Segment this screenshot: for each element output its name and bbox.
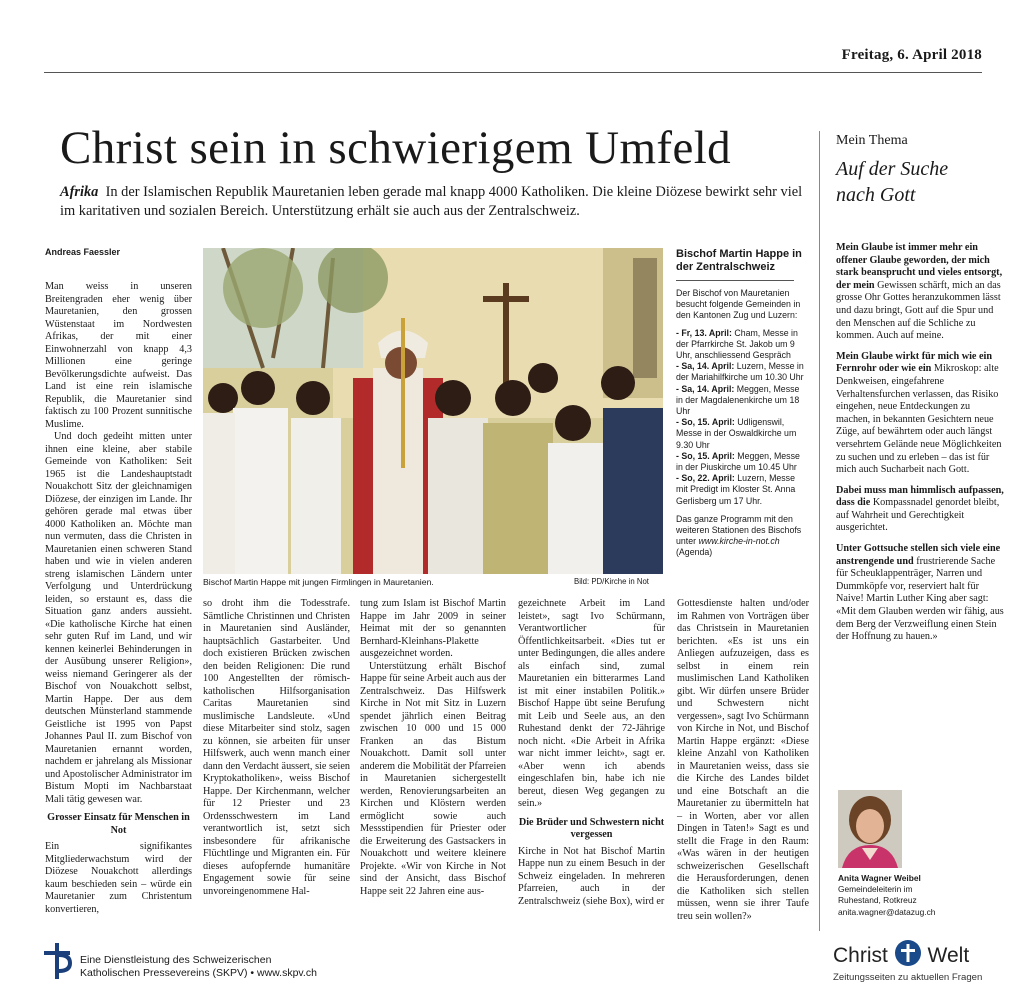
article-column-3 [360,598,506,898]
lead [60,183,810,221]
firmlinge-photo [203,248,663,574]
paragraph: Unterstützung erhält Bischof Happe für seine Arbeit auch aus der Zentralschweiz. Das Hilfswerk Kirche in Not mit Sitz in Luzern spendet jährlich einen Beitrag zwischen 10 000 und 15 000 Franken an das Bistum Nouakchott. Damit soll unter anderem die Mobilität der Pfarreien in Mauretanien sichergestellt werden, Renovierungsarbeiten an Kirchen und Klöstern werden ermöglicht sowie auch Messstipendien für Priester oder die Erweiterung des Gastsackers in Nouakchott und weitere kleinere Projekte. «Wir von Kirche in Not sind der Ansicht, dass Bischof Happe seit 22 Jahren eine aus- [360,660,506,897]
kicker: Afrika [60,184,99,200]
brand-right: Welt [927,944,970,967]
sidebar-label: Mein Thema [836,133,908,148]
photo-caption: Bischof Martin Happe mit jungen Firmlingen in Mauretanien. [203,577,434,587]
box-outro: Das ganze Programm mit den weiteren Stationen des Bischofs unter www.kirche-in-not.ch (Agenda) [676,513,802,558]
paragraph: Ein signifikantes Mitgliederwachstum wird der Diözese Nouakchott allerdings kaum beschieden sein – würde ein Mauretanier zum Christentum konvertieren, [45,841,192,915]
sidebar-paragraph: Mein Glaube wirkt für mich wie ein Fernrohr oder wie ein Mikroskop: alte Denkweisen, eingefahrene Verhaltensfurchen verlassen, das Risiko eingehen, neue Entdeckungen zu machen, in bekannten Gesichtern neue Züge, auf bewährtem oder auch längst versehrtem Gelände neue Möglichkeiten zu suchen und zu erleben – das ist für mich auch Sucharbeit nach Gott. [836,350,1002,476]
author-email[interactable]: anita.wagner@datazug.ch [838,906,936,917]
box-event: - Sa, 14. April: Meggen, Messe in der Magdalenenkirche um 18 Uhr [676,383,800,417]
brand-tagline: Zeitungsseiten zu aktuellen Fragen [833,972,983,983]
top-rule [44,72,982,73]
paragraph: Man weiss in unseren Breitengraden eher wenig über Mauretanien, den grossen Wüstenstaat im Nordwesten Afrikas, der mit einer Einwohnerzahl von knapp 4,3 Millionen eine geringe Bevölkerungsdichte aufweist. Das Land ist eine rein islamische Republik, die Mauretanier sind faktisch zu 100 Prozent sunnitische Muslime. [45,281,192,430]
author: Andreas Faessler [45,247,121,257]
brand-logo [833,940,985,970]
sidebar-paragraph: Dabei muss man himmlisch aufpassen, dass die Kompassnadel genordet bleibt, auf Wahrheit und Gerechtigkeit ausgerichtet. [836,484,1004,534]
paragraph: Gottesdienste halten und/oder im Rahmen von Vorträgen über das Christsein in Mauretanien berichten. «Es ist uns ein Anliegen aufzuzeigen, dass es selbst in einem rein muslimischen Land Katholiken gibt. Wir dürfen unsere Brüder und Schwestern nicht vergessen», sagt Ivo Schürmann von Kirche in Not, und Bischof Martin Happe ergänzt: «Diese kleine Anzahl von Katholiken in Mauretanien weiss, dass sie die Kirche des Landes bildet und eine Botschaft an die Mauretanier zu übermitteln hat – in Worten, aber vor allen Dingen in Taten!» Sagt es und stellt die Frage in den Raum: «Was wären in der heutigen schweizerischen Gesellschaft die Herausforderungen, denen die Katholiken sich stellen müssen, wenn sie ihrer Taufe treu sein wollen?» [677,598,809,922]
box-event: - So, 15. April: Udligenswil, Messe in der Oswaldkirche um 9.30 Uhr [676,417,797,450]
issue-date: Freitag, 6. April 2018 [841,47,982,63]
box-rule [676,280,794,281]
skpv-logo-icon [42,943,72,979]
headline: Christ sein in schwierigem Umfeld [60,122,732,174]
footer-service: Eine Dienstleistung des Schweizerischen Katholischen Pressevereins (SKPV) • www.skpv.ch [80,954,317,979]
photo-credit: Bild: PD/Kirche in Not [574,577,649,586]
brand-left: Christ [833,944,888,967]
article-column-4 [518,598,665,908]
author-name: Anita Wagner Weibel [838,873,921,883]
author-info: Anita Wagner Weibel Gemeindeleiterin im Ruhestand, Rotkreuz anita.wagner@datazug.ch [838,873,936,917]
paragraph: gezeichnete Arbeit im Land leistet», sagt Ivo Schürmann, Verantwortlicher für Öffentlichkeitsarbeit. «Dies tut er unter Bedingungen, die alles andere als einfach sind, zumal Mauretanien ein bitterarmes Land ist mit einer instabilen Politik.» Bischof Happe übt seine Berufung mit Leib und Seele aus, an den Ruhestand denkt der 72-Jährige noch nicht. «Die Arbeit in Afrika war nicht immer leicht», sagt er. «Aber wenn ich abends eingeschlafen bin, habe ich nie bereut, diesen Weg gegangen zu sein.» [518,598,665,809]
box-link[interactable]: www.kirche-in-not.ch [698,536,780,547]
box-event: - So, 22. April: Luzern, Messe mit Predigt im Kloster St. Anna Gerlisberg um 17 Uhr. [676,473,796,506]
box-event: - Fr, 13. April: Cham, Messe in der Pfarrkirche St. Jakob um 9 Uhr, anschliessend Gespräch [676,327,798,361]
sidebar [836,131,1006,652]
sidebar-title: Auf der Suche nach Gott [836,158,949,206]
article-column-1 [45,281,192,916]
paragraph: so droht ihm die Todesstrafe. Sämtliche Christinnen und Christen in Mauretanien sind Ausländer, hauptsächlich Gastarbeiter. Und doch existieren Brücken zwischen den beiden Religionen: Die rund 100 Angestellten der römisch-katholischen Hilfsorganisation Caritas Mauretanien sind muslimische Landsleute. «Und diese Mitarbeiter sind stolz, sagen zu können, sie arbeiten für unser Hilfswerk, auch wenn manch einer dann den Verdacht äussert, sie seien Kryptokatholiken», weiss Bischof Happe. Der Kirchenmann, welcher für 12 Priester und 23 Ordensschwestern im Land verantwortlich ist, setzt sich insbesondere für afrikanische Flüchtlinge und Migranten ein. Für dieses aufopfernde humanitäre Engagement sowie für seine unvoreingenommene Hal- [203,598,350,897]
box-title: Bischof Martin Happe in der Zentralschweiz [676,248,802,273]
brand-cross-icon [895,940,921,966]
article-column-5 [677,598,809,923]
article-column-2 [203,598,350,898]
box-event: - So, 15. April: Meggen, Messe in der Piuskirche um 10.45 Uhr [676,450,800,473]
lead-text: In der Islamischen Republik Mauretanien leben gerade mal knapp 4000 Katholiken. Die kleine Diözese bewirkt sehr viel im karitativen und sozialen Bereich. Unterstützung erhält sie auch aus der Zentralschweiz. [60,184,803,219]
paragraph: tung zum Islam ist Bischof Martin Happe im Jahr 2009 in seiner Heimat mit der so genannten Bernhard-Kleinhans-Plakette ausgezeichnet worden. [360,598,506,659]
sidebar-paragraph: Unter Gottsuche stellen sich viele eine anstrengende und frustrierende Sache für Scheuklappenträger, Narren und Dummköpfe vor, reserviert halt für Naive! Martin Luther King aber sagt: «Mit dem Glauben werden wir fähig, aus dem Berg der Verzweiflung einen Stein der Hoffnung zu hauen.» [836,543,1004,643]
portrait-image [838,790,902,868]
box-event: - Sa, 14. April: Luzern, Messe in der Mariahilfkirche um 10.30 Uhr [676,361,804,383]
paragraph: Kirche in Not hat Bischof Martin Happe nun zu einem Besuch in der Schweiz eingeladen. In mehreren Pfarreien, auch in der Zentralschweiz (siehe Box), wird er [518,845,665,907]
author-portrait [838,790,902,868]
paragraph: Und doch gedeiht mitten unter ihnen eine kleine, aber stabile Gemeinde von Katholiken: Seit 1965 ist die Landeshauptstadt Nouakchott Sitz der gleichnamigen Diözese, der einzigen im Lande. Ihr gehören gerade mal etwas über 4000 Katholiken an. Möchte man nun vermuten, dass die Christen in Mauretanien einen schweren Stand haben und wie in vielen anderen streng islamischen Ländern unter Verfolgung und Unterdrückung leiden, so erstaunt es, dass die Situation ganz anders aussieht. «Die katholische Kirche hat einen sehr guten Ruf im Land, und wir kennen keinerlei Behinderungen in der Ausübung unserer Religion», weiss niemand Geringerer als der Bischof von Nouakchott selbst, Martin Happe. Der aus dem deutschen Münsterland stammende Geistliche ist 1995 von Papst Johannes Paul II. zum Bischof von Mauretanien ernannt worden, nachdem er jahrelang als Missionar und Apostolischer Administrator im Bistum Mopti im Nachbarstaat Mali tätig gewesen war. [45,431,192,805]
sidebar-paragraph: Mein Glaube ist immer mehr ein offener Glaube geworden, der mich stark beansprucht und vieles entsorgt, der mein Gewissen schärft, mich an das grosse Ohr Gottes heranzukommen lässt und dazu bringt, Gott auf die Spur und den Menschen auf die Schliche zu kommen. Auch auf meine. [836,242,1003,342]
article-photo [203,248,663,574]
box-intro: Der Bischof von Mauretanien besucht folgende Gemeinden in den Kantonen Zug und Luzern: [676,288,801,321]
subheading: Grosser Einsatz für Menschen in Not [47,812,190,836]
subheading: Die Brüder und Schwestern nicht vergessen [518,816,665,840]
sidebar-divider [819,131,820,931]
